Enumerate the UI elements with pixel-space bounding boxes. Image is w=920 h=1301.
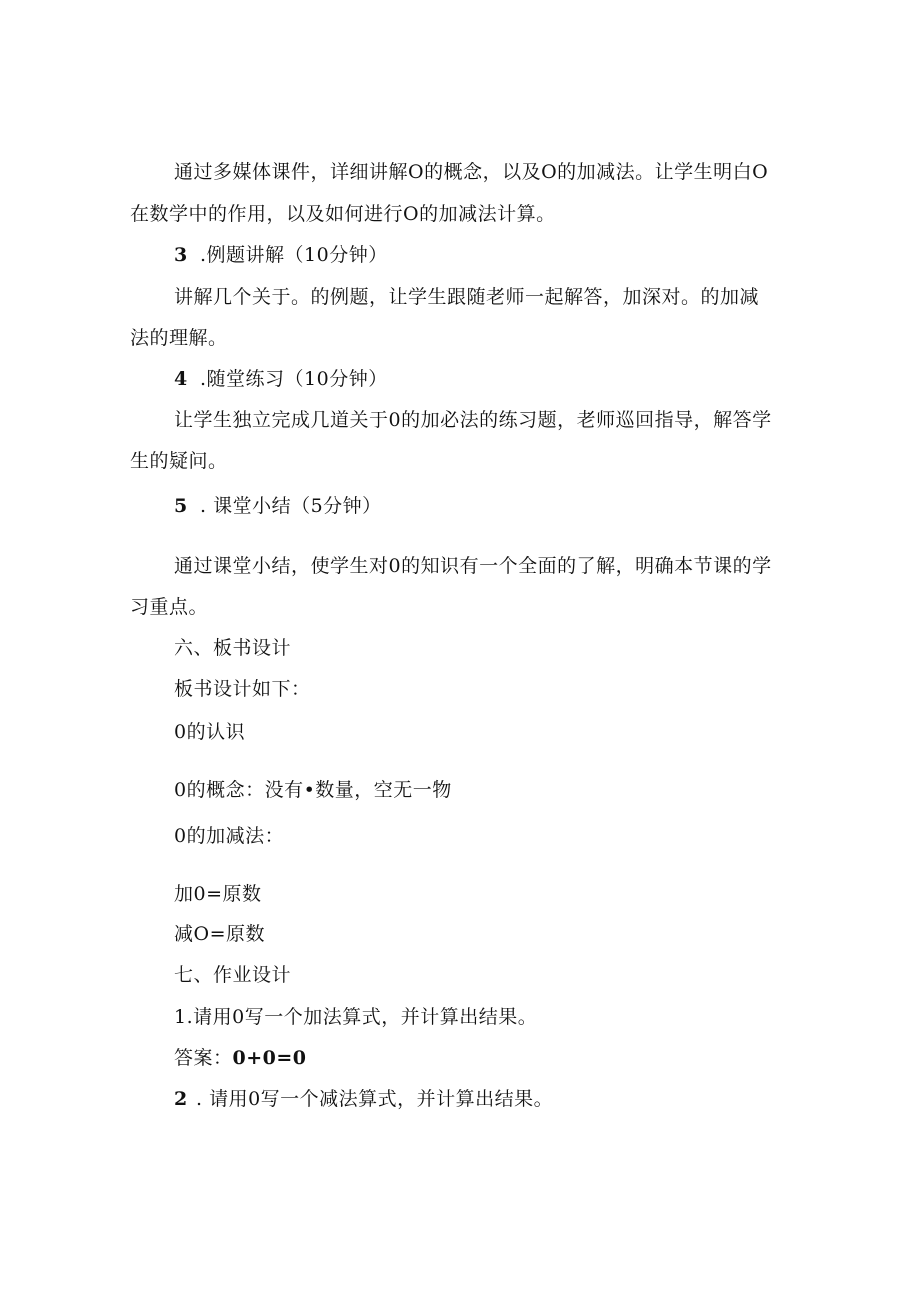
section-number: 3 [174, 244, 188, 266]
section-number: 4 [174, 368, 188, 390]
paragraph-line: 习重点。 [130, 596, 209, 618]
paragraph-line: 通过多媒体课件，详细讲解O的概念，以及O的加减法。让学生明白O [174, 161, 769, 183]
paragraph-line: 法的理解。 [130, 327, 228, 349]
section-heading-5 [174, 497, 382, 516]
paragraph-line: 讲解几个关于。的例题，让学生跟随老师一起解答，加深对。的加减 [174, 286, 760, 308]
section-heading-4 [174, 370, 388, 389]
board-concept: 0的概念：没有•数量，空无一物 [174, 779, 452, 801]
answer-label: 答案： [174, 1047, 233, 1069]
section-title: .例题讲解（10分钟） [200, 244, 388, 266]
answer-value: 0+0=0 [232, 1047, 307, 1069]
homework-answer-1 [174, 1049, 307, 1068]
section-heading-3 [174, 246, 388, 265]
homework-question-2 [174, 1090, 553, 1109]
board-add-rule: 加0=原数 [174, 883, 262, 905]
heading-board-design: 六、板书设计 [174, 637, 292, 659]
paragraph-line: 通过课堂小结，使学生对0的知识有一个全面的了解，明确本节课的学 [174, 555, 772, 577]
board-intro: 板书设计如下： [174, 678, 311, 700]
board-addsub: 0的加减法： [174, 825, 285, 847]
section-title: . 课堂小结（5分钟） [200, 495, 382, 517]
section-number: 5 [174, 495, 188, 517]
board-sub-rule: 减O=原数 [174, 923, 265, 945]
paragraph-line: 让学生独立完成几道关于0的加必法的练习题，老师巡回指导，解答学 [174, 409, 772, 431]
heading-homework-design: 七、作业设计 [174, 964, 292, 986]
question-text: . 请用0写一个减法算式，并计算出结果。 [196, 1088, 554, 1110]
question-number: 2 [174, 1088, 188, 1110]
paragraph-line: 在数学中的作用，以及如何进行O的加减法计算。 [130, 203, 556, 225]
paragraph-line: 生的疑问。 [130, 450, 228, 472]
homework-question-1: 1.请用0写一个加法算式，并计算出结果。 [174, 1006, 538, 1028]
board-title: 0的认识 [174, 721, 246, 743]
section-title: .随堂练习（10分钟） [200, 368, 388, 390]
